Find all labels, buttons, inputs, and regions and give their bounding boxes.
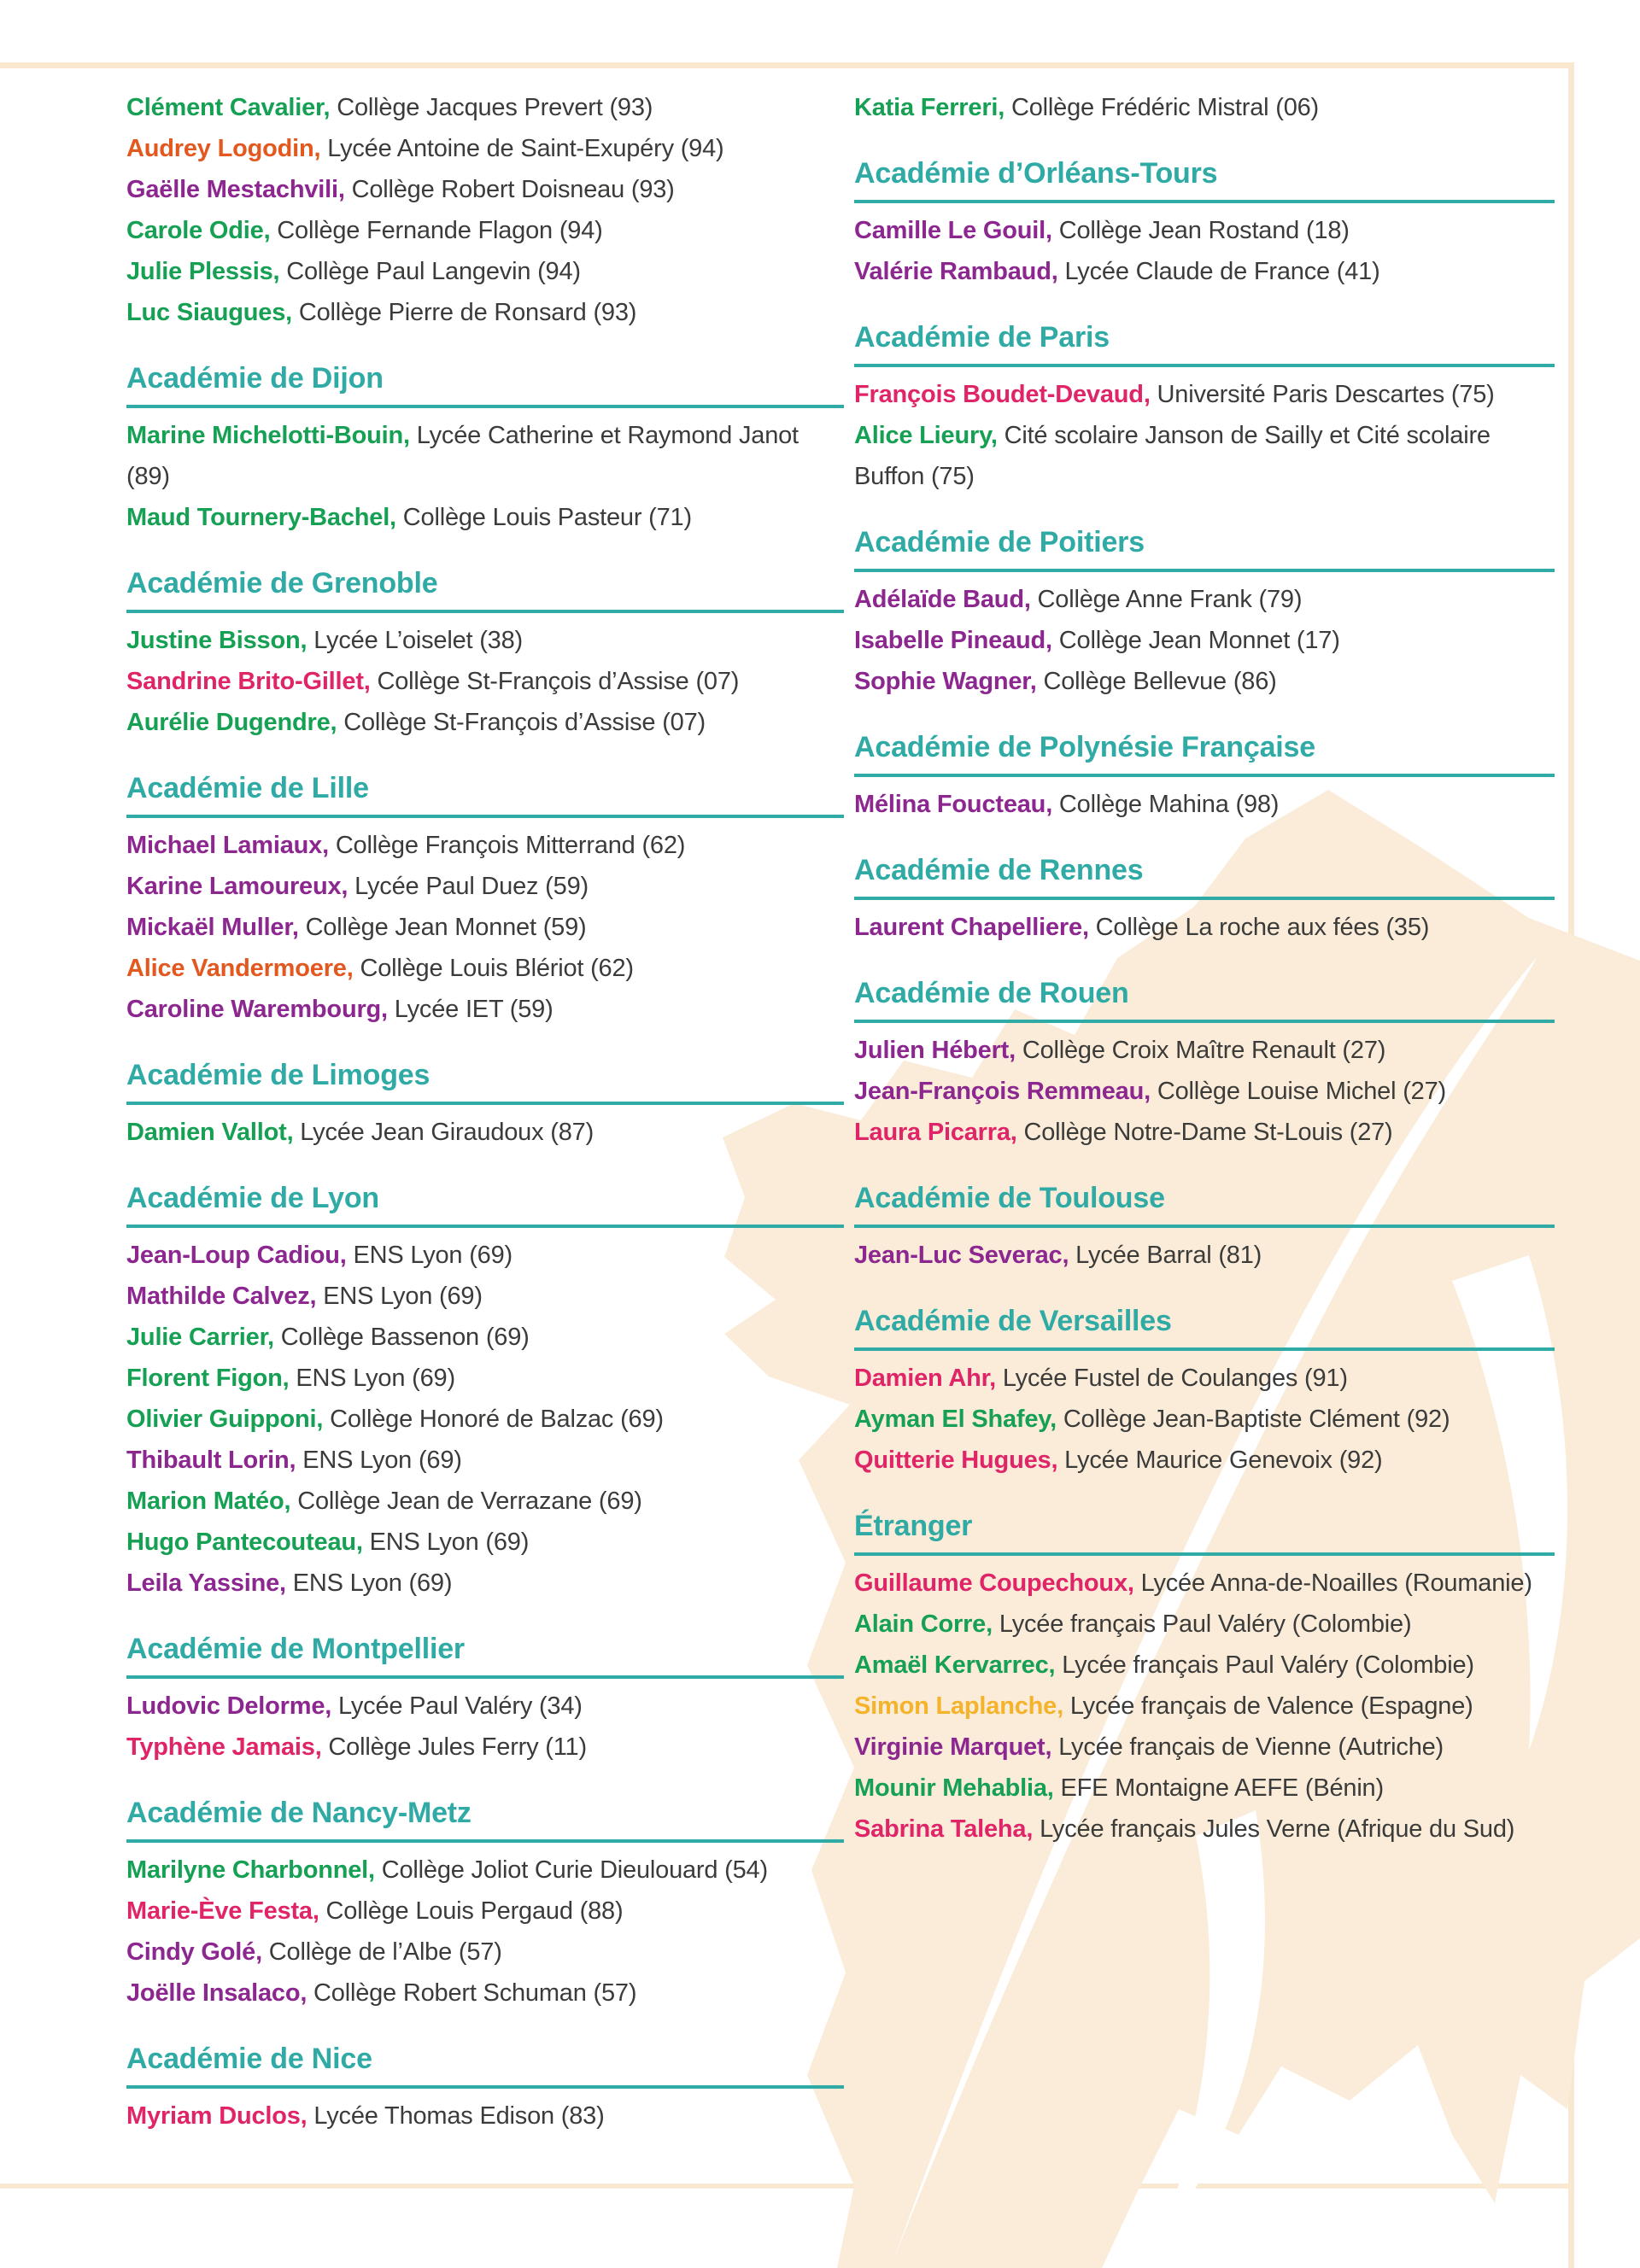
laureate-entry — [854, 251, 1555, 292]
laureate-entry — [854, 1071, 1555, 1112]
laureate-entry — [126, 210, 844, 251]
academy-section — [126, 1631, 844, 1768]
laureate-school: Lycée Thomas Edison (83) — [313, 2102, 605, 2130]
laureate-entry — [854, 1809, 1555, 1850]
academy-section — [126, 1180, 844, 1604]
laureate-name: Julie Plessis, — [126, 258, 280, 285]
laureate-entry — [126, 1235, 844, 1276]
section-title: Académie d’Orléans-Tours — [854, 155, 1555, 203]
laureate-school: Collège Jean Monnet (17) — [1058, 627, 1340, 654]
section-title: Académie de Nice — [126, 2041, 844, 2089]
laureate-name: Clément Cavalier, — [126, 94, 331, 121]
laureate-entry — [126, 1727, 844, 1768]
laureate-name: Julie Carrier, — [126, 1324, 274, 1351]
laureate-school: Collège Louis Pasteur (71) — [402, 504, 692, 531]
laureate-name: Alice Vandermoere, — [126, 955, 354, 982]
laureate-name: Marine Michelotti-Bouin, — [126, 422, 410, 449]
laureate-school: ENS Lyon (69) — [323, 1283, 483, 1310]
laureate-entry — [854, 1235, 1555, 1276]
laureate-entry — [126, 1850, 844, 1891]
academy-section — [854, 1180, 1555, 1276]
laureate-entry — [126, 169, 844, 210]
laureate-entry — [126, 1563, 844, 1604]
laureate-school: Collège Louis Pergaud (88) — [325, 1897, 624, 1925]
laureate-name: Marie-Ève Festa, — [126, 1897, 319, 1925]
laureate-school: Lycée Fustel de Coulanges (91) — [1002, 1365, 1348, 1392]
academy-section — [854, 155, 1555, 292]
laureate-name: Michael Lamiaux, — [126, 832, 329, 859]
laureate-school: Collège François Mitterrand (62) — [335, 832, 686, 859]
laureate-entry — [126, 1932, 844, 1973]
laureate-entry — [854, 620, 1555, 661]
section-title: Académie de Poitiers — [854, 524, 1555, 572]
laureate-name: Aurélie Dugendre, — [126, 709, 337, 736]
laureate-name: Guillaume Coupechoux, — [854, 1569, 1134, 1597]
laureate-school: Lycée Jean Giraudoux (87) — [300, 1119, 594, 1146]
academy-section — [126, 770, 844, 1030]
laureate-school: Collège Bellevue (86) — [1043, 668, 1277, 695]
laureate-name: Ludovic Delorme, — [126, 1692, 332, 1720]
laureate-entry — [126, 989, 844, 1030]
laureate-name: Marion Matéo, — [126, 1488, 291, 1515]
section-title: Académie de Toulouse — [854, 1180, 1555, 1228]
laureate-school: Collège Jacques Prevert (93) — [337, 94, 653, 121]
laureate-school: Collège Jean de Verrazane (69) — [297, 1488, 642, 1515]
laureate-name: Gaëlle Mestachvili, — [126, 176, 345, 203]
laureate-school: Lycée français de Valence (Espagne) — [1069, 1692, 1473, 1720]
laureate-entry — [854, 1563, 1555, 1604]
laureate-entry — [854, 1399, 1555, 1440]
laureate-name: Damien Vallot, — [126, 1119, 294, 1146]
laureate-school: Université Paris Descartes (75) — [1157, 381, 1495, 408]
laureate-name: Olivier Guipponi, — [126, 1406, 324, 1433]
laureate-school: Collège Bassenon (69) — [280, 1324, 530, 1351]
laureate-entry — [126, 907, 844, 948]
laureate-name: Hugo Pantecouteau, — [126, 1529, 363, 1556]
laureate-name: Karine Lamoureux, — [126, 873, 348, 900]
laureate-school: Lycée Maurice Genevoix (92) — [1064, 1447, 1383, 1474]
laureate-entry — [126, 661, 844, 702]
section-title: Académie de Dijon — [126, 360, 844, 408]
laureate-entry — [126, 1481, 844, 1522]
academy-section — [854, 319, 1555, 497]
laureate-school: Collège de l’Albe (57) — [268, 1938, 502, 1966]
laureate-school: Collège Louise Michel (27) — [1157, 1078, 1446, 1105]
laureate-school: ENS Lyon (69) — [302, 1447, 462, 1474]
laureate-name: Virginie Marquet, — [854, 1733, 1052, 1761]
laureate-entry — [854, 1768, 1555, 1809]
laureate-school: Collège Robert Schuman (57) — [313, 1979, 637, 2007]
laureate-school: Lycée Paul Duez (59) — [354, 873, 589, 900]
laureate-name: Leila Yassine, — [126, 1569, 286, 1597]
laureate-name: Julien Hébert, — [854, 1037, 1016, 1064]
column-right — [854, 87, 1555, 1850]
laureate-name: Camille Le Gouil, — [854, 217, 1052, 244]
laureate-entry — [854, 1686, 1555, 1727]
section-title: Académie de Paris — [854, 319, 1555, 367]
section-title: Académie de Montpellier — [126, 1631, 844, 1679]
academy-section — [854, 524, 1555, 702]
laureate-entry — [854, 784, 1555, 825]
laureate-school: Cité scolaire Janson de Sailly et Cité scolaire Buffon (75) — [854, 422, 1491, 490]
laureate-school: Lycée Barral (81) — [1075, 1242, 1262, 1269]
laureate-school: Collège Louis Blériot (62) — [360, 955, 634, 982]
laureate-name: Mickaël Muller, — [126, 914, 299, 941]
laureate-school: Collège Anne Frank (79) — [1037, 586, 1303, 613]
laureate-name: Typhène Jamais, — [126, 1733, 322, 1761]
laureate-name: Sabrina Taleha, — [854, 1815, 1034, 1843]
section-title: Académie de Lyon — [126, 1180, 844, 1228]
laureate-entry — [126, 415, 844, 497]
laureate-entry — [854, 1727, 1555, 1768]
laureate-name: Alain Corre, — [854, 1610, 993, 1638]
laureate-name: Katia Ferreri, — [854, 94, 1005, 121]
laureate-entry — [126, 292, 844, 333]
section-title: Étranger — [854, 1508, 1555, 1556]
section-title: Académie de Nancy-Metz — [126, 1795, 844, 1843]
laureate-name: Sophie Wagner, — [854, 668, 1037, 695]
laureate-name: Amaël Kervarrec, — [854, 1651, 1056, 1679]
laureate-school: Lycée français Paul Valéry (Colombie) — [1062, 1651, 1474, 1679]
section-title: Académie de Polynésie Française — [854, 729, 1555, 777]
laureate-entry — [854, 1358, 1555, 1399]
section-title: Académie de Grenoble — [126, 565, 844, 613]
laureate-name: Cindy Golé, — [126, 1938, 262, 1966]
laureate-name: Maud Tournery-Bachel, — [126, 504, 396, 531]
laureate-school: Lycée français Paul Valéry (Colombie) — [999, 1610, 1412, 1638]
laureate-entry — [126, 1440, 844, 1481]
laureate-name: Damien Ahr, — [854, 1365, 996, 1392]
section-title: Académie de Limoges — [126, 1057, 844, 1105]
laureate-school: Collège St-François d’Assise (07) — [377, 668, 740, 695]
laureate-entry — [126, 128, 844, 169]
academy-section — [854, 975, 1555, 1153]
laureate-entry — [854, 210, 1555, 251]
laureate-school: Collège Mahina (98) — [1058, 791, 1280, 818]
section-title: Académie de Versailles — [854, 1303, 1555, 1351]
laureate-name: François Boudet-Devaud, — [854, 381, 1151, 408]
laureate-name: Myriam Duclos, — [126, 2102, 308, 2130]
laureate-school: ENS Lyon (69) — [369, 1529, 530, 1556]
laureate-name: Joëlle Insalaco, — [126, 1979, 308, 2007]
laureate-entry — [126, 866, 844, 907]
laureate-name: Valérie Rambaud, — [854, 258, 1058, 285]
laureate-name: Isabelle Pineaud, — [854, 627, 1052, 654]
laureate-name: Luc Siaugues, — [126, 299, 292, 326]
laureate-school: Collège La roche aux fées (35) — [1095, 914, 1430, 941]
laureate-name: Sandrine Brito-Gillet, — [126, 668, 371, 695]
laureate-school: Lycée Catherine et Raymond Janot (89) — [126, 422, 799, 490]
laureate-school: Collège Paul Langevin (94) — [286, 258, 581, 285]
laureate-name: Mélina Foucteau, — [854, 791, 1053, 818]
laureate-entry — [854, 661, 1555, 702]
laureate-entry — [126, 1358, 844, 1399]
laureate-school: Collège Jules Ferry (11) — [328, 1733, 587, 1761]
laureate-name: Quitterie Hugues, — [854, 1447, 1058, 1474]
laureate-school: Collège Jean Rostand (18) — [1058, 217, 1350, 244]
laureate-school: Lycée Anna-de-Noailles (Roumanie) — [1140, 1569, 1532, 1597]
laureate-entry — [126, 1112, 844, 1153]
laureate-school: ENS Lyon (69) — [353, 1242, 512, 1269]
laureate-entry — [126, 1399, 844, 1440]
section-title: Académie de Lille — [126, 770, 844, 818]
laureate-name: Alice Lieury, — [854, 422, 998, 449]
academy-section — [126, 565, 844, 743]
laureate-entry — [854, 415, 1555, 497]
laureate-school: Collège Jean Monnet (59) — [305, 914, 587, 941]
laureate-entry — [854, 579, 1555, 620]
section-title: Académie de Rennes — [854, 852, 1555, 900]
academy-section — [126, 1795, 844, 2014]
laureate-name: Ayman El Shafey, — [854, 1406, 1057, 1433]
laureate-entry — [854, 1440, 1555, 1481]
laureate-school: Lycée français de Vienne (Autriche) — [1058, 1733, 1444, 1761]
laureate-entry — [126, 1317, 844, 1358]
laureate-name: Thibault Lorin, — [126, 1447, 296, 1474]
laureate-entry — [126, 948, 844, 989]
laureate-name: Laurent Chapelliere, — [854, 914, 1089, 941]
laureate-school: Collège Fernande Flagon (94) — [277, 217, 603, 244]
laureate-school: Collège Joliot Curie Dieulouard (54) — [381, 1856, 768, 1884]
laureate-entry — [126, 1686, 844, 1727]
laureate-school: Lycée IET (59) — [394, 996, 554, 1023]
laureate-name: Mathilde Calvez, — [126, 1283, 317, 1310]
laureate-school: Lycée Paul Valéry (34) — [338, 1692, 583, 1720]
laureate-school: Collège Robert Doisneau (93) — [351, 176, 675, 203]
laureate-school: Collège Croix Maître Renault (27) — [1022, 1037, 1386, 1064]
laureate-school: Collège Pierre de Ronsard (93) — [298, 299, 637, 326]
laureate-name: Mounir Mehablia, — [854, 1774, 1054, 1802]
laureate-name: Carole Odie, — [126, 217, 271, 244]
laureate-entry — [854, 1112, 1555, 1153]
laureate-name: Audrey Logodin, — [126, 135, 321, 162]
laureate-name: Caroline Warembourg, — [126, 996, 388, 1023]
laureate-school: Lycée français Jules Verne (Afrique du Sud) — [1040, 1815, 1515, 1843]
laureate-school: Lycée L’oiselet (38) — [313, 627, 523, 654]
laureate-school: Lycée Claude de France (41) — [1064, 258, 1380, 285]
laureate-entry — [126, 1276, 844, 1317]
laureate-school: ENS Lyon (69) — [292, 1569, 453, 1597]
laureate-entry — [854, 87, 1555, 128]
laureate-school: Collège Frédéric Mistral (06) — [1010, 94, 1320, 121]
laureate-entry — [126, 620, 844, 661]
laureate-entry — [126, 702, 844, 743]
laureate-name: Marilyne Charbonnel, — [126, 1856, 375, 1884]
laureate-entry — [854, 1645, 1555, 1686]
laureate-school: EFE Montaigne AEFE (Bénin) — [1060, 1774, 1384, 1802]
academy-section — [126, 1057, 844, 1153]
column-left — [126, 87, 844, 2136]
laureate-name: Laura Picarra, — [854, 1119, 1017, 1146]
laureate-name: Simon Laplanche, — [854, 1692, 1063, 1720]
laureate-entry — [126, 1891, 844, 1932]
laureate-entry — [126, 87, 844, 128]
academy-section — [126, 360, 844, 538]
laureate-entry — [126, 251, 844, 292]
laureate-entry — [854, 907, 1555, 948]
laureate-entry — [126, 825, 844, 866]
section-title: Académie de Rouen — [854, 975, 1555, 1023]
laureate-entry — [854, 1030, 1555, 1071]
laureate-entry — [126, 1973, 844, 2014]
laureate-entry — [854, 374, 1555, 415]
laureate-name: Jean-François Remmeau, — [854, 1078, 1151, 1105]
academy-section — [854, 852, 1555, 948]
laureate-name: Florent Figon, — [126, 1365, 290, 1392]
academy-section — [126, 2041, 844, 2136]
laureate-school: Collège St-François d’Assise (07) — [343, 709, 706, 736]
laureate-name: Adélaïde Baud, — [854, 586, 1031, 613]
laureate-school: Collège Honoré de Balzac (69) — [330, 1406, 664, 1433]
laureate-school: Collège Jean-Baptiste Clément (92) — [1063, 1406, 1450, 1433]
academy-section — [854, 1508, 1555, 1850]
laureate-entry — [854, 1604, 1555, 1645]
laureate-name: Jean-Luc Severac, — [854, 1242, 1069, 1269]
laureate-school: ENS Lyon (69) — [296, 1365, 455, 1392]
laureate-entry — [126, 2096, 844, 2136]
academy-section — [854, 729, 1555, 825]
laureate-entry — [126, 497, 844, 538]
laureate-name: Justine Bisson, — [126, 627, 308, 654]
academy-section — [854, 1303, 1555, 1481]
laureate-name: Jean-Loup Cadiou, — [126, 1242, 347, 1269]
laureate-school: Collège Notre-Dame St-Louis (27) — [1023, 1119, 1393, 1146]
laureate-entry — [126, 1522, 844, 1563]
laureate-school: Lycée Antoine de Saint-Exupéry (94) — [327, 135, 724, 162]
